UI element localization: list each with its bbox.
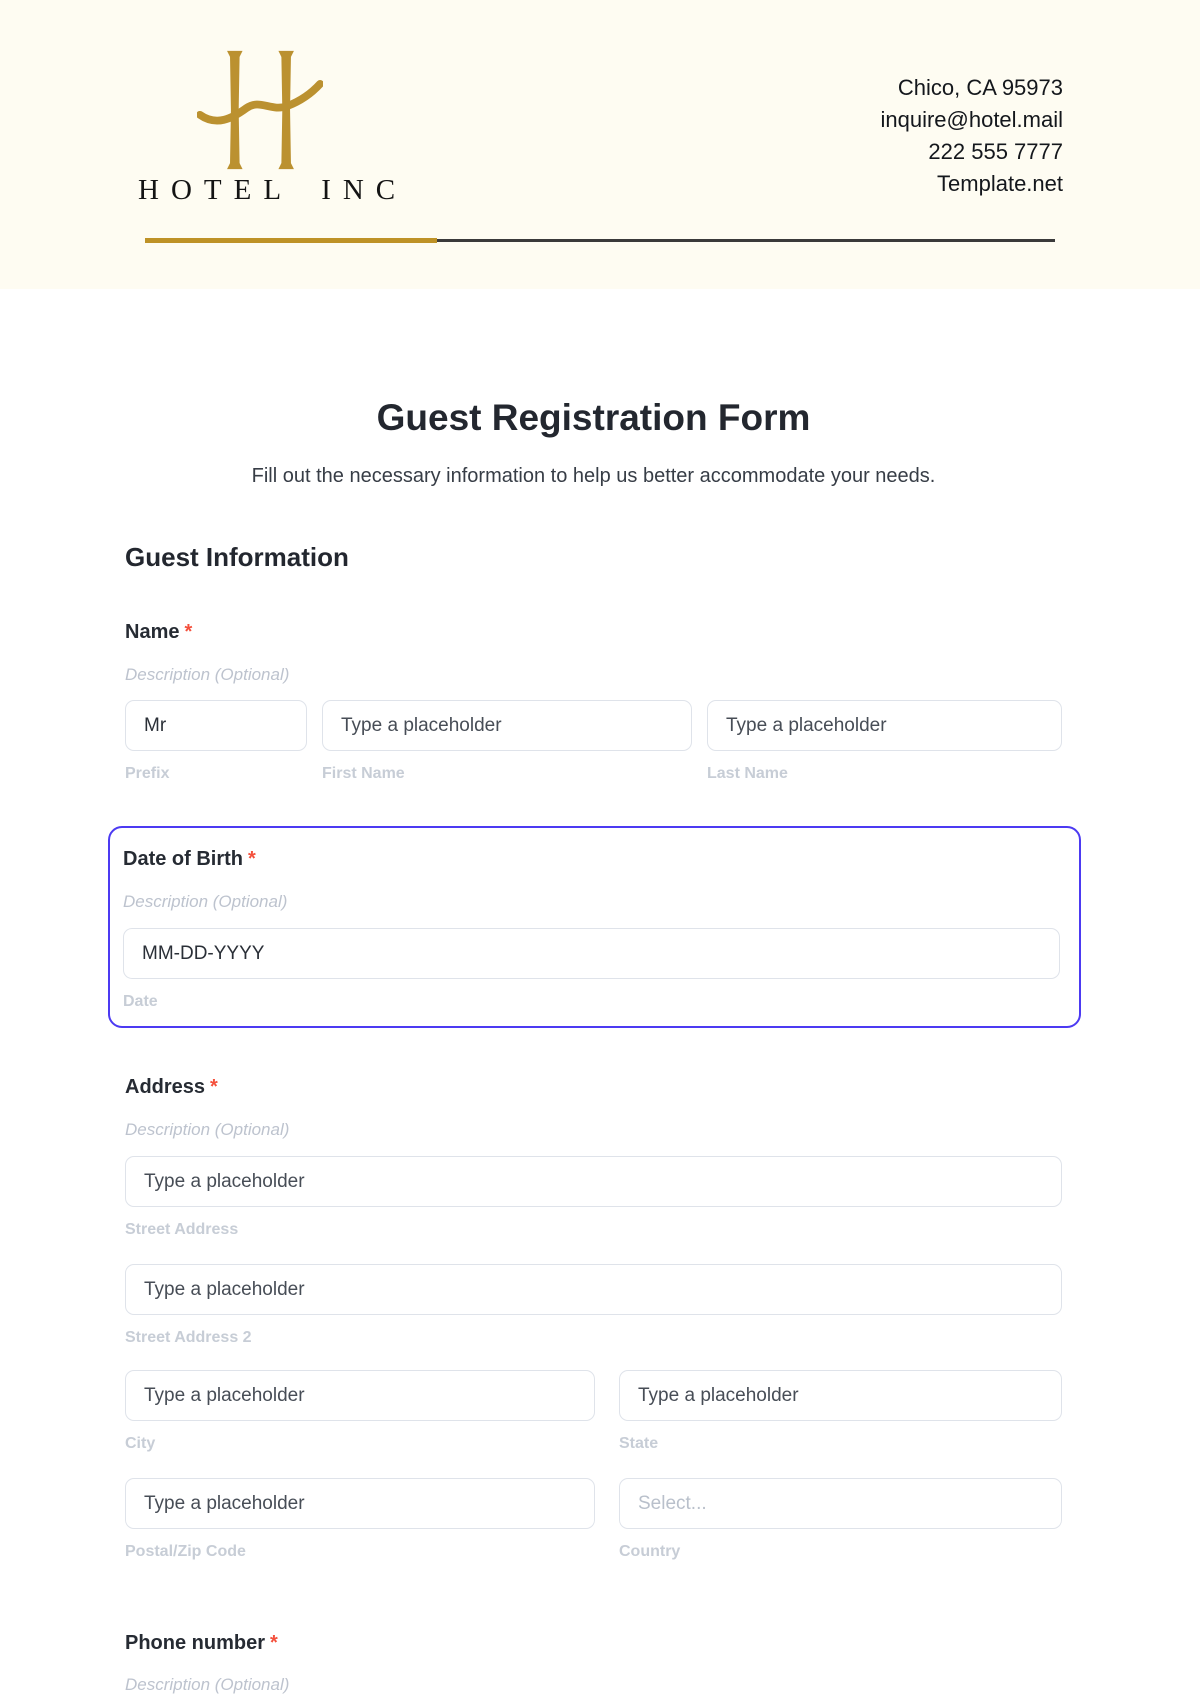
contact-line-phone: 222 555 7777 — [928, 139, 1063, 164]
first-name-input[interactable] — [322, 700, 692, 751]
first-name-sublabel: First Name — [322, 765, 405, 782]
city-sublabel: City — [125, 1435, 156, 1452]
address-label: Address * — [125, 1076, 218, 1098]
street-address-input[interactable] — [125, 1156, 1062, 1207]
name-inputs-row — [125, 700, 1062, 783]
state-sublabel: State — [619, 1435, 659, 1452]
contact-line-location: Chico, CA 95973 — [897, 75, 1063, 100]
address-description: Description (Optional) — [125, 1120, 290, 1139]
state-column — [619, 1370, 1062, 1453]
postal-zip-input[interactable] — [125, 1478, 595, 1529]
last-name-input[interactable] — [707, 700, 1062, 751]
street-address-2-sublabel: Street Address 2 — [125, 1329, 252, 1346]
postal-zip-sublabel: Postal/Zip Code — [125, 1543, 246, 1560]
prefix-sublabel: Prefix — [125, 765, 170, 782]
required-asterisk: * — [248, 848, 256, 870]
street-address-sublabel: Street Address — [125, 1221, 239, 1238]
first-name-column — [322, 700, 692, 783]
country-select[interactable] — [619, 1478, 1062, 1529]
divider-gold-segment — [145, 238, 437, 243]
prefix-column — [125, 700, 307, 783]
country-sublabel: Country — [619, 1543, 681, 1560]
form-body — [0, 397, 1200, 1695]
contact-line-email: inquire@hotel.mail — [880, 107, 1063, 132]
phone-description: Description (Optional) — [125, 1675, 290, 1694]
page-header — [0, 0, 1200, 289]
page-subtitle: Fill out the necessary information to help us better accommodate your needs. — [251, 465, 936, 487]
field-phone-number — [125, 1632, 1062, 1695]
phone-label: Phone number * — [125, 1632, 278, 1654]
state-input[interactable] — [619, 1370, 1062, 1421]
date-of-birth-input[interactable] — [123, 928, 1060, 979]
prefix-input[interactable] — [125, 700, 307, 751]
name-label: Name * — [125, 621, 193, 643]
city-column — [125, 1370, 595, 1453]
required-asterisk: * — [270, 1632, 278, 1654]
field-date-of-birth-selected[interactable] — [108, 826, 1081, 1028]
required-asterisk: * — [210, 1076, 218, 1098]
city-input[interactable] — [125, 1370, 595, 1421]
brand-name: HOTEL INC — [138, 174, 408, 206]
field-name — [125, 621, 1062, 783]
required-asterisk: * — [184, 621, 193, 643]
last-name-sublabel: Last Name — [707, 765, 788, 782]
page-title: Guest Registration Form — [376, 397, 811, 438]
name-description: Description (Optional) — [125, 665, 290, 684]
divider-dark-segment — [437, 239, 1055, 242]
dob-label: Date of Birth * — [123, 848, 256, 870]
date-sublabel: Date — [123, 993, 158, 1010]
section-title-guest-information: Guest Information — [125, 542, 349, 572]
street-address-2-input[interactable] — [125, 1264, 1062, 1315]
postal-country-row — [125, 1478, 1062, 1561]
postal-column — [125, 1478, 595, 1561]
contact-line-website: Template.net — [937, 171, 1063, 196]
header-divider — [145, 238, 1055, 243]
street-address-2-block — [125, 1264, 1062, 1347]
city-state-row — [125, 1370, 1062, 1453]
header-contact-info — [880, 72, 1063, 200]
country-column — [619, 1478, 1062, 1561]
last-name-column — [707, 700, 1062, 783]
dob-description: Description (Optional) — [123, 892, 288, 911]
field-address — [125, 1076, 1062, 1561]
hotel-monogram-icon — [197, 50, 323, 170]
hotel-logo — [128, 50, 408, 207]
